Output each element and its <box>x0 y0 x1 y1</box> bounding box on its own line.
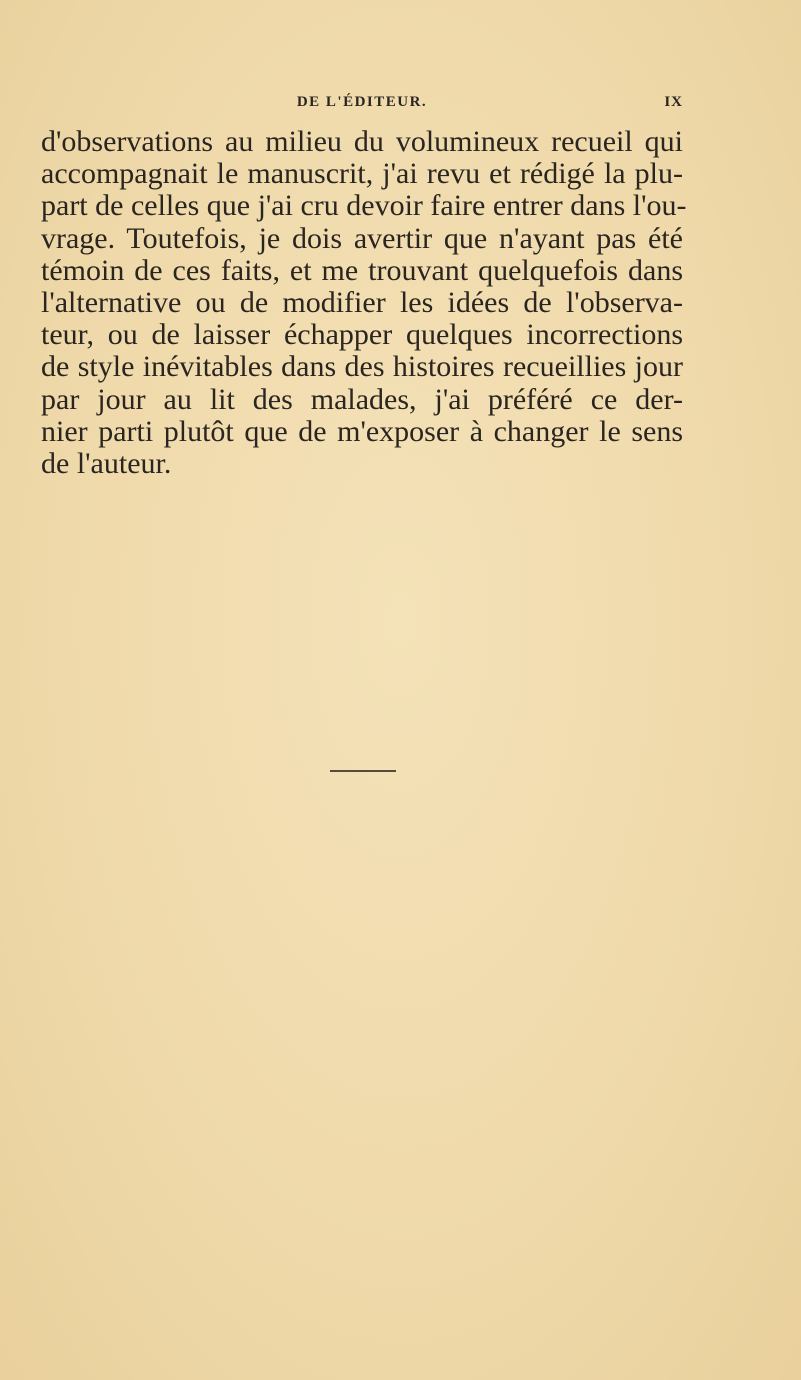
text-line: teur, ou de laisser échapper quelques incorrections <box>41 318 683 352</box>
section-rule <box>330 770 396 772</box>
text-line: de style inévitables dans des histoires recueillies jour <box>41 350 683 384</box>
text-line: par jour au lit des malades, j'ai préféré ce der- <box>41 382 683 416</box>
text-line: vrage. Toutefois, je dois avertir que n'ayant pas été <box>41 221 683 255</box>
running-head <box>41 94 683 118</box>
text-line: de l'auteur. <box>41 447 172 481</box>
body-paragraph <box>41 125 687 481</box>
text-line: nier parti plutôt que de m'exposer à changer le sens <box>41 414 683 448</box>
text-line: d'observations au milieu du volumineux recueil qui <box>41 125 683 158</box>
running-title: DE L'ÉDITEUR. <box>296 94 428 110</box>
text-line: part de celles que j'ai cru devoir faire entrer dans l'ou- <box>41 189 687 223</box>
text-line: témoin de ces faits, et me trouvant quelquefois dans <box>41 253 683 287</box>
page-number: IX <box>664 94 683 110</box>
text-line: accompagnait le manuscrit, j'ai revu et rédigé la plu- <box>41 157 683 191</box>
text-line: l'alternative ou de modifier les idées de l'observa- <box>41 286 683 320</box>
